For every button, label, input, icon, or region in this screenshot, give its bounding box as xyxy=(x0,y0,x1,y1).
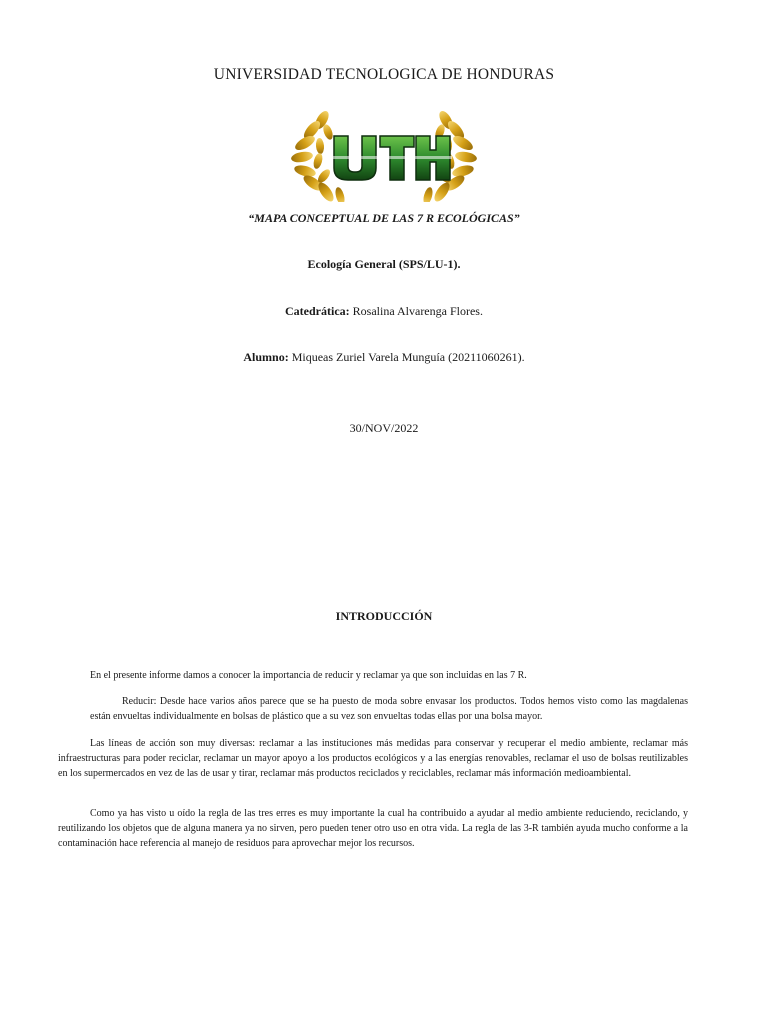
document-date: 30/NOV/2022 xyxy=(349,421,419,435)
paragraph-3: Las líneas de acción son muy diversas: reclamar a las instituciones más medidas para conservar y recuperar el medio ambiente, reclamar más infraestructuras para poder reciclar, reclamar un mayor apoyo a los productos ecológicos y a las energías renovables, reclamar el uso de bolsas reutilizables en los supermercados en vez de las de usar y tirar, reclamar más productos reciclados y reciclables, reclamar más información medioambiental. xyxy=(58,738,688,779)
paragraph-1: En el presente informe damos a conocer la importancia de reducir y reclamar ya que son incluidas en las 7 R. xyxy=(90,670,527,681)
paragraph-4: Como ya has visto u oído la regla de las tres erres es muy importante la cual ha contribuido a ayudar al medio ambiente reduciendo, reciclando, y reutilizando los objetos que de alguna manera ya no sirven, pero pueden tener otro uso en otra vida. La regla de las 3-R también ayuda mucho conforme a la contaminación hace referencia al manejo de residuos para aprovechar mejor los recursos. xyxy=(58,808,688,849)
laurel-logo-icon xyxy=(288,106,480,202)
uth-logo xyxy=(288,106,480,202)
course-name xyxy=(0,257,768,272)
document-title: “MAPA CONCEPTUAL DE LAS 7 R ECOLÓGICAS” xyxy=(248,211,520,225)
student-label: Alumno: xyxy=(243,350,289,364)
paragraph-2: Reducir: Desde hace varios años parece que se ha puesto de moda sobre envasar los productos. Todos hemos visto como las magdalenas están envueltas individualmente en bolsas de plástico que a su vez son envueltas todas ellas por una bolsa mayor. xyxy=(90,696,688,722)
university-name: UNIVERSIDAD TECNOLOGICA DE HONDURAS xyxy=(213,66,555,83)
course-value: Ecología General (SPS/LU-1). xyxy=(307,257,461,271)
teacher-line xyxy=(0,304,768,319)
student-value: Miqueas Zuriel Varela Munguía (20211060261). xyxy=(288,350,525,364)
teacher-value: Rosalina Alvarenga Flores. xyxy=(349,304,483,318)
student-line xyxy=(0,350,768,365)
introduction-heading: INTRODUCCIÓN xyxy=(335,609,433,623)
teacher-label: Catedrática: xyxy=(285,304,350,318)
